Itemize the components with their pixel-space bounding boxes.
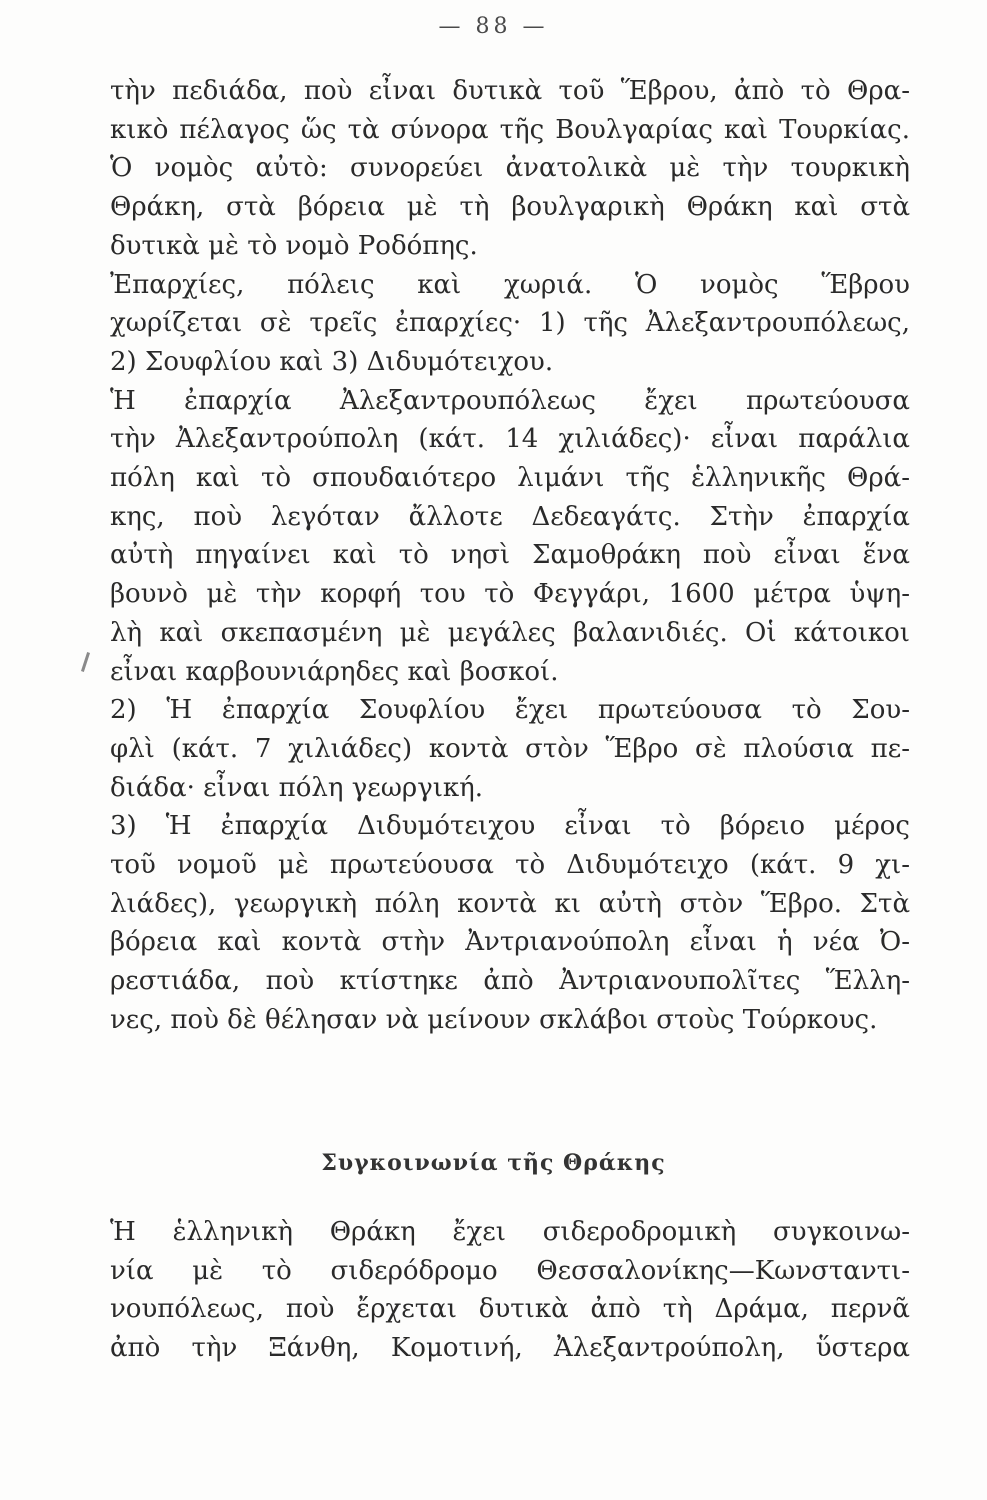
- text-line: ἀπὸ τὴν Ξάνθη, Κομοτινή, Ἀλεξαντρούπολη, ὕστερα: [110, 1333, 910, 1364]
- text-line: βουνὸ μὲ τὴν κορφή του τὸ Φεγγάρι, 1600 μέτρα ὑψη-: [110, 579, 910, 610]
- main-paragraph: [110, 72, 910, 1040]
- text-line: κης, ποὺ λεγόταν ἄλλοτε Δεδεαγάτς. Στὴν ἐπαρχία: [110, 501, 910, 532]
- text-line: λὴ καὶ σκεπασμένη μὲ μεγάλες βαλανιδιές. Οἱ κάτοικοι: [110, 617, 910, 648]
- text-line: 3) Ἡ ἐπαρχία Διδυμότειχου εἶναι τὸ βόρειο μέρος: [110, 811, 910, 842]
- text-line: ρεστιάδα, ποὺ κτίστηκε ἀπὸ Ἀντριανουπολῖτες Ἕλλη-: [110, 966, 910, 997]
- text-line: 2) Ἡ ἐπαρχία Σουφλίου ἔχει πρωτεύουσα τὸ Σου-: [110, 695, 910, 726]
- text-line: εἶναι καρβουνιάρηδες καὶ βοσκοί.: [110, 656, 559, 687]
- section-heading: Συγκοινωνία τῆς Θράκης: [321, 1150, 666, 1176]
- text-line: Ὁ νομὸς αὐτὸ: συνορεύει ἀνατολικὰ μὲ τὴν τουρκικὴ: [110, 153, 910, 184]
- text-line: Ἡ ἑλληνικὴ Θράκη ἔχει σιδεροδρομικὴ συγκοινω-: [110, 1217, 910, 1247]
- text-line: νουπόλεως, ποὺ ἔρχεται δυτικὰ ἀπὸ τὴ Δράμα, περνᾶ: [110, 1294, 910, 1325]
- text-line: τὴν πεδιάδα, ποὺ εἶναι δυτικὰ τοῦ Ἕβρου, ἀπὸ τὸ Θρα-: [110, 76, 910, 106]
- text-line: βόρεια καὶ κοντὰ στὴν Ἀντριανούπολη εἶναι ἡ νέα Ὀ-: [110, 927, 910, 958]
- text-line: Θράκη, στὰ βόρεια μὲ τὴ βουλγαρικὴ Θράκη καὶ στὰ: [110, 192, 910, 223]
- page-number: — 88 —: [438, 14, 549, 39]
- text-line: Ἐπαρχίες, πόλεις καὶ χωριά. Ὁ νομὸς Ἕβρου: [110, 269, 910, 300]
- text-line: τοῦ νομοῦ μὲ πρωτεύουσα τὸ Διδυμότειχο (κάτ. 9 χι-: [110, 850, 910, 881]
- section-paragraph: [110, 1213, 910, 1368]
- text-line: φλὶ (κάτ. 7 χιλιάδες) κοντὰ στὸν Ἕβρο σὲ πλούσια πε-: [110, 733, 910, 764]
- text-line: κικὸ πέλαγος ὥς τὰ σύνορα τῆς Βουλγαρίας καὶ Τουρκίας.: [110, 114, 910, 145]
- text-line: διάδα· εἶναι πόλη γεωργική.: [110, 772, 484, 803]
- text-line: αὐτὴ πηγαίνει καὶ τὸ νησὶ Σαμοθράκη ποὺ εἶναι ἕνα: [110, 540, 910, 571]
- margin-pencil-mark: [81, 652, 90, 672]
- text-line: 2) Σουφλίου καὶ 3) Διδυμότειχου.: [110, 346, 554, 377]
- text-line: δυτικὰ μὲ τὸ νομὸ Ροδόπης.: [110, 230, 478, 261]
- text-line: λιάδες), γεωργικὴ πόλη κοντὰ κι αὐτὴ στὸν Ἕβρο. Στὰ: [110, 888, 910, 919]
- text-line: πόλη καὶ τὸ σπουδαιότερο λιμάνι τῆς ἑλληνικῆς Θρά-: [110, 463, 910, 494]
- text-line: χωρίζεται σὲ τρεῖς ἐπαρχίες· 1) τῆς Ἀλεξαντρουπόλεως,: [110, 308, 910, 339]
- text-line: Ἡ ἐπαρχία Ἀλεξαντρουπόλεως ἔχει πρωτεύουσα: [110, 385, 910, 416]
- text-line: τὴν Ἀλεξαντρούπολη (κάτ. 14 χιλιάδες)· εἶναι παράλια: [110, 424, 910, 455]
- text-line: νες, ποὺ δὲ θέλησαν νὰ μείνουν σκλάβοι στοὺς Τούρκους.: [110, 1004, 878, 1035]
- text-line: νία μὲ τὸ σιδερόδρομο Θεσσαλονίκης—Κωνσταντι-: [110, 1255, 910, 1286]
